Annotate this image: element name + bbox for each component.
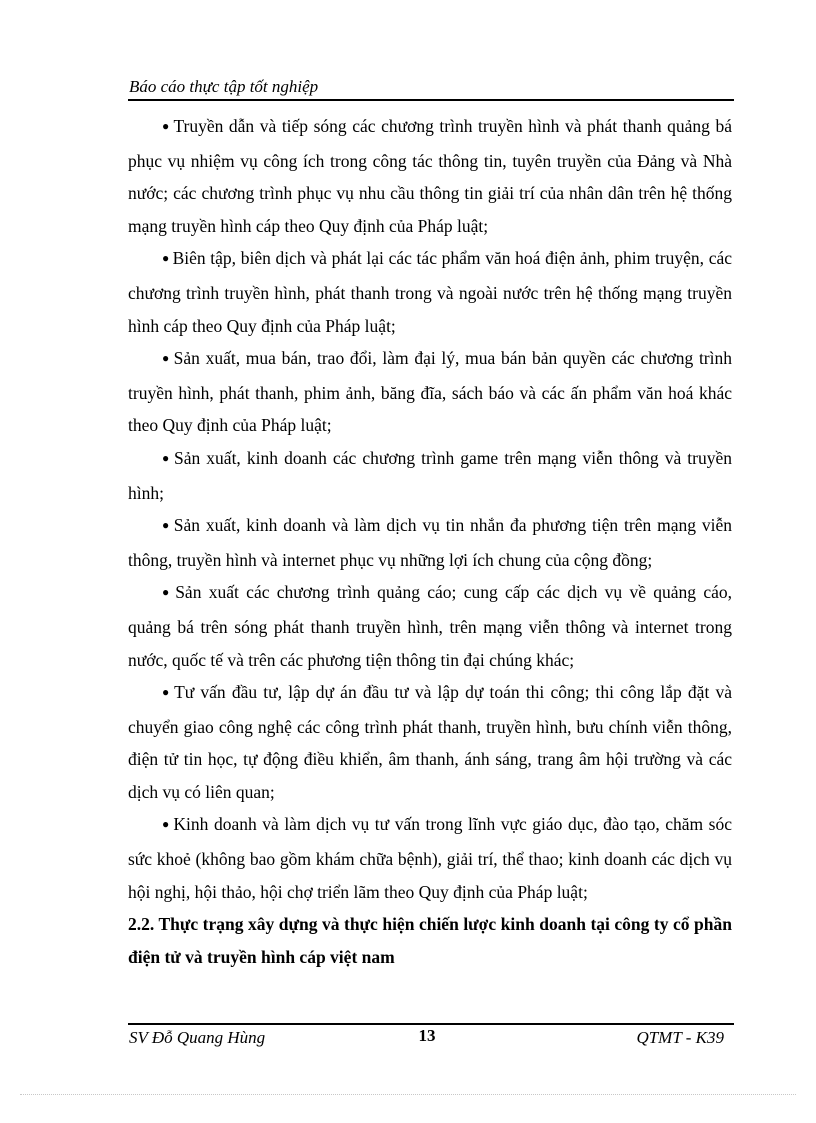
bullet-paragraph-6: ● Sản xuất các chương trình quảng cáo; cung cấp các dịch vụ về quảng cáo, quảng bá trên sóng phát thanh truyền hình, trên mạng viễn thông và internet trong nước, quốc tế và trên các phương tiện thông tin đại chúng khác; bbox=[128, 582, 732, 670]
bullet-icon: ● bbox=[162, 450, 171, 465]
footer-class-code: QTMT - K39 bbox=[636, 1028, 724, 1047]
bullet-paragraph-2: ● Biên tập, biên dịch và phát lại các tác phẩm văn hoá điện ảnh, phim truyện, các chương trình truyền hình, phát thanh trong và ngoài nước trên hệ thống mạng truyền hình cáp theo Quy định của Pháp luật; bbox=[128, 248, 732, 336]
bullet-paragraph-5: ● Sản xuất, kinh doanh và làm dịch vụ tin nhắn đa phương tiện trên mạng viễn thông, truyền hình và internet phục vụ những lợi ích chung của cộng đồng; bbox=[128, 515, 732, 570]
bullet-icon: ● bbox=[162, 518, 171, 533]
bullet-paragraph-7: ● Tư vấn đầu tư, lập dự án đầu tư và lập dự toán thi công; thi công lắp đặt và chuyển giao công nghệ các công trình phát thanh, truyền hình, bưu chính viễn thông, điện tử tin học, tự động điều khiển, âm thanh, ánh sáng, trang âm hội trường và các dịch vụ có liên quan; bbox=[128, 682, 733, 802]
footer-author: SV Đỗ Quang Hùng bbox=[129, 1028, 266, 1047]
page-number: 13 bbox=[418, 1026, 436, 1045]
bullet-icon: ● bbox=[162, 817, 171, 832]
bullet-paragraph-4: ● Sản xuất, kinh doanh các chương trình game trên mạng viễn thông và truyền hình; bbox=[128, 447, 732, 503]
section-heading: 2.2. Thực trạng xây dựng và thực hiện chiến lược kinh doanh tại công ty cổ phần điện tử và truyền hình cáp việt nam bbox=[128, 914, 732, 967]
bullet-icon: ● bbox=[162, 119, 171, 133]
document-body bbox=[128, 110, 732, 973]
bullet-paragraph-3: ● Sản xuất, mua bán, trao đổi, làm đại lý, mua bán bản quyền các chương trình truyền hình, phát thanh, phim ảnh, băng đĩa, sách báo và các ấn phẩm văn hoá khác theo Quy định của Pháp luật; bbox=[128, 348, 732, 436]
page-edge-divider bbox=[20, 1094, 796, 1095]
bullet-icon: ● bbox=[162, 351, 171, 366]
bullet-icon: ● bbox=[162, 585, 173, 600]
bullet-paragraph-1: ● Truyền dẫn và tiếp sóng các chương trình truyền hình và phát thanh quảng bá phục vụ nhiệm vụ công ích trong công tác thông tin, tuyên truyền của Đảng và Nhà nước; các chương trình phục vụ nhu cầu thông tin giải trí của nhân dân trên hệ thống mạng truyền hình cáp theo Quy định của Pháp luật; bbox=[128, 116, 732, 236]
page-header-title: Báo cáo thực tập tốt nghiệp bbox=[129, 77, 319, 96]
header-rule bbox=[128, 99, 734, 101]
bullet-icon: ● bbox=[162, 251, 170, 266]
bullet-icon: ● bbox=[162, 685, 172, 700]
bullet-paragraph-8: ● Kinh doanh và làm dịch vụ tư vấn trong lĩnh vực giáo dục, đào tạo, chăm sóc sức khoẻ (không bao gồm khám chữa bệnh), giải trí, thể thao; kinh doanh các dịch vụ hội nghị, hội thảo, hội chợ triển lãm theo Quy định của Pháp luật; bbox=[128, 814, 732, 902]
